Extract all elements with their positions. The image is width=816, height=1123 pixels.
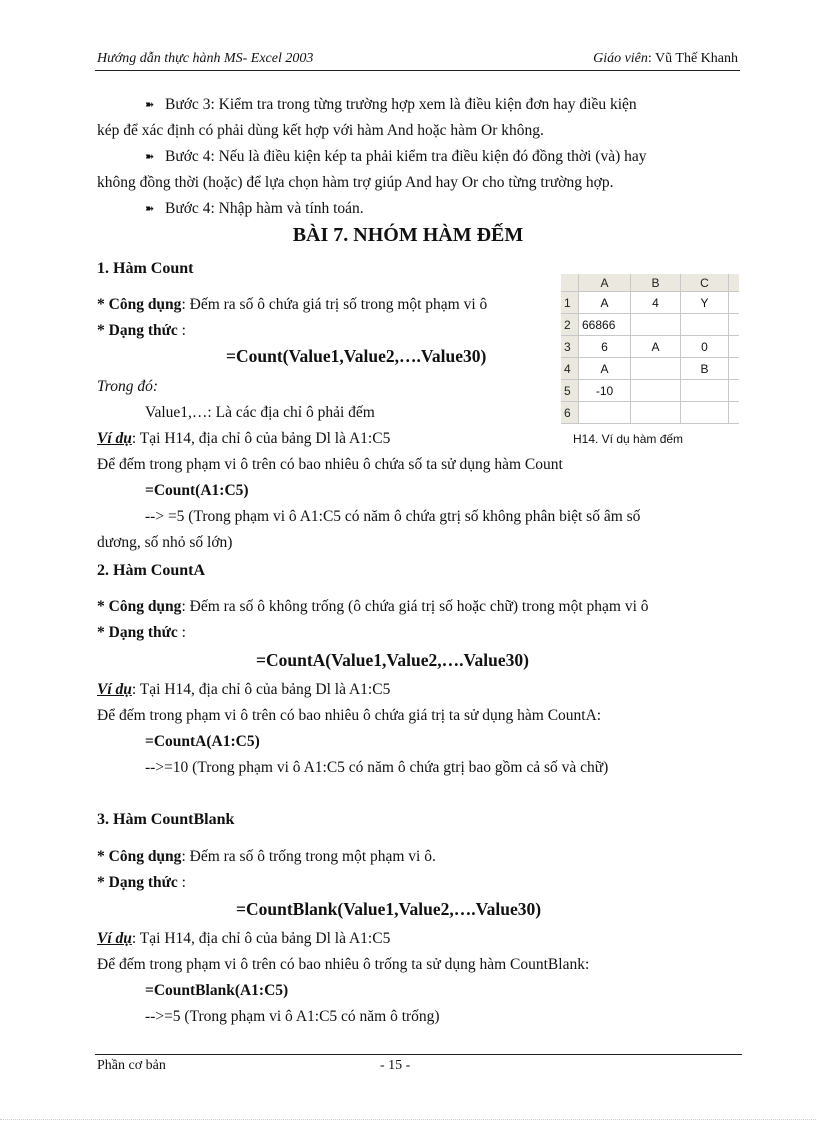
- counta-syntax-label: * Dạng thức :: [97, 624, 186, 641]
- sheet-cell: [681, 380, 729, 402]
- count-result-line-1: --> =5 (Trong phạm vi ô A1:C5 có năm ô chứa gtrị số không phân biệt số âm số: [145, 508, 641, 525]
- step-3-line-1: Bước 3: Kiểm tra trong từng trường hợp xem là điều kiện đơn hay điều kiện: [165, 96, 637, 113]
- sheet-cell: [729, 402, 739, 424]
- countblank-formula: =CountBlank(Value1,Value2,….Value30): [236, 899, 542, 919]
- page-title: BÀI 7. NHÓM HÀM ĐẾM: [292, 224, 524, 246]
- sheet-cell: 66866: [579, 314, 631, 336]
- header-teacher-name: : Vũ Thế Khanh: [647, 51, 738, 66]
- sheet-cell: B: [681, 358, 729, 380]
- page-bottom-edge: [0, 1119, 816, 1120]
- sheet-cell: [631, 358, 681, 380]
- sheet-cell: [729, 336, 739, 358]
- count-result-line-2: dương, số nhỏ số lớn): [97, 534, 233, 551]
- header-teacher-label: Giáo viên: [593, 51, 648, 66]
- step-4-line-1: Bước 4: Nếu là điều kiện kép ta phải kiểm tra điều kiện đó đồng thời (và) hay: [165, 148, 647, 165]
- count-example: Ví dụ: Tại H14, địa chỉ ô của bảng Dl là A1:C5: [97, 430, 391, 447]
- sheet-cell: A: [579, 292, 631, 314]
- count-param: Value1,…: Là các địa chỉ ô phải đếm: [145, 404, 375, 421]
- section-counta-heading: 2. Hàm CountA: [97, 562, 206, 579]
- count-result: [97, 504, 740, 556]
- double-arrow-bullet-icon: ➽: [145, 203, 155, 215]
- sheet-cell: [729, 380, 739, 402]
- sheet-cell: [729, 292, 739, 314]
- sheet-row-header: 4: [561, 358, 579, 380]
- sheet-row-header: 2: [561, 314, 579, 336]
- header-right: [593, 51, 738, 67]
- countblank-usage: * Công dụng: Đếm ra số ô trống trong một phạm vi ô.: [97, 848, 436, 865]
- countblank-result: -->=5 (Trong phạm vi ô A1:C5 có năm ô trống): [145, 1008, 440, 1025]
- sheet-corner: [561, 274, 579, 292]
- countblank-syntax-label: * Dạng thức :: [97, 874, 186, 891]
- footer-left: Phần cơ bản: [97, 1058, 166, 1073]
- page-number: - 15 -: [380, 1058, 411, 1073]
- sheet-row-header: 3: [561, 336, 579, 358]
- sheet-row-header: 5: [561, 380, 579, 402]
- count-syntax-label: * Dạng thức :: [97, 322, 186, 339]
- sheet-column-header: [729, 274, 739, 292]
- countblank-example: Ví dụ: Tại H14, địa chỉ ô của bảng Dl là A1:C5: [97, 930, 391, 947]
- sheet-cell: A: [631, 336, 681, 358]
- counta-call: =CountA(A1:C5): [145, 733, 260, 750]
- sheet-cell: [631, 380, 681, 402]
- counta-example: Ví dụ: Tại H14, địa chỉ ô của bảng Dl là A1:C5: [97, 681, 391, 698]
- counta-desc: Để đếm trong phạm vi ô trên có bao nhiêu ô chứa giá trị ta sử dụng hàm CountA:: [97, 707, 602, 724]
- sheet-row-header: 1: [561, 292, 579, 314]
- sheet-cell: Y: [681, 292, 729, 314]
- header-divider: [95, 70, 740, 71]
- step-4-line-2: không đồng thời (hoặc) để lựa chọn hàm trợ giúp And hay Or cho từng trường hợp.: [97, 174, 614, 191]
- sheet-cell: -10: [579, 380, 631, 402]
- spreadsheet-figure: [561, 274, 739, 426]
- counta-usage: * Công dụng: Đếm ra số ô không trống (ô chứa giá trị số hoặc chữ) trong một phạm vi ô: [97, 598, 649, 615]
- sheet-cell: [631, 402, 681, 424]
- double-arrow-bullet-icon: ➽: [145, 99, 155, 111]
- sheet-column-header: C: [681, 274, 729, 292]
- sheet-cell: [681, 402, 729, 424]
- sheet-cell: [681, 314, 729, 336]
- step-3-line-2: kép để xác định có phải dùng kết hợp với hàm And hoặc hàm Or không.: [97, 122, 544, 139]
- count-desc: Để đếm trong phạm vi ô trên có bao nhiêu ô chứa số ta sử dụng hàm Count: [97, 456, 563, 473]
- count-usage: * Công dụng: Đếm ra số ô chứa giá trị số trong một phạm vi ô: [97, 296, 488, 313]
- countblank-call: =CountBlank(A1:C5): [145, 982, 289, 999]
- sheet-cell: [729, 358, 739, 380]
- figure-caption: H14. Ví dụ hàm đếm: [573, 432, 684, 446]
- step-3: [97, 92, 740, 144]
- step-5: [97, 196, 740, 222]
- sheet-column-header: A: [579, 274, 631, 292]
- sheet-cell: [631, 314, 681, 336]
- header-left: Hướng dẫn thực hành MS- Excel 2003: [97, 51, 314, 66]
- count-formula: =Count(Value1,Value2,….Value30): [226, 346, 487, 366]
- sheet-cell: [579, 402, 631, 424]
- section-countblank-heading: 3. Hàm CountBlank: [97, 811, 235, 828]
- count-where-label: Trong đó:: [97, 378, 159, 395]
- step-5-text: Bước 4: Nhập hàm và tính toán.: [165, 200, 364, 217]
- sheet-column-header: B: [631, 274, 681, 292]
- sheet-cell: A: [579, 358, 631, 380]
- double-arrow-bullet-icon: ➽: [145, 151, 155, 163]
- section-count-heading: 1. Hàm Count: [97, 260, 194, 277]
- counta-formula: =CountA(Value1,Value2,….Value30): [256, 650, 530, 670]
- footer-divider: [95, 1054, 742, 1055]
- counta-result: -->=10 (Trong phạm vi ô A1:C5 có năm ô chứa gtrị bao gồm cả số và chữ): [145, 759, 609, 776]
- countblank-desc: Để đếm trong phạm vi ô trên có bao nhiêu ô trống ta sử dụng hàm CountBlank:: [97, 956, 590, 973]
- sheet-cell: 0: [681, 336, 729, 358]
- sheet-cell: [729, 314, 739, 336]
- count-call: =Count(A1:C5): [145, 482, 249, 499]
- sheet-row-header: 6: [561, 402, 579, 424]
- sheet-cell: 4: [631, 292, 681, 314]
- step-4: [97, 144, 740, 196]
- sheet-cell: 6: [579, 336, 631, 358]
